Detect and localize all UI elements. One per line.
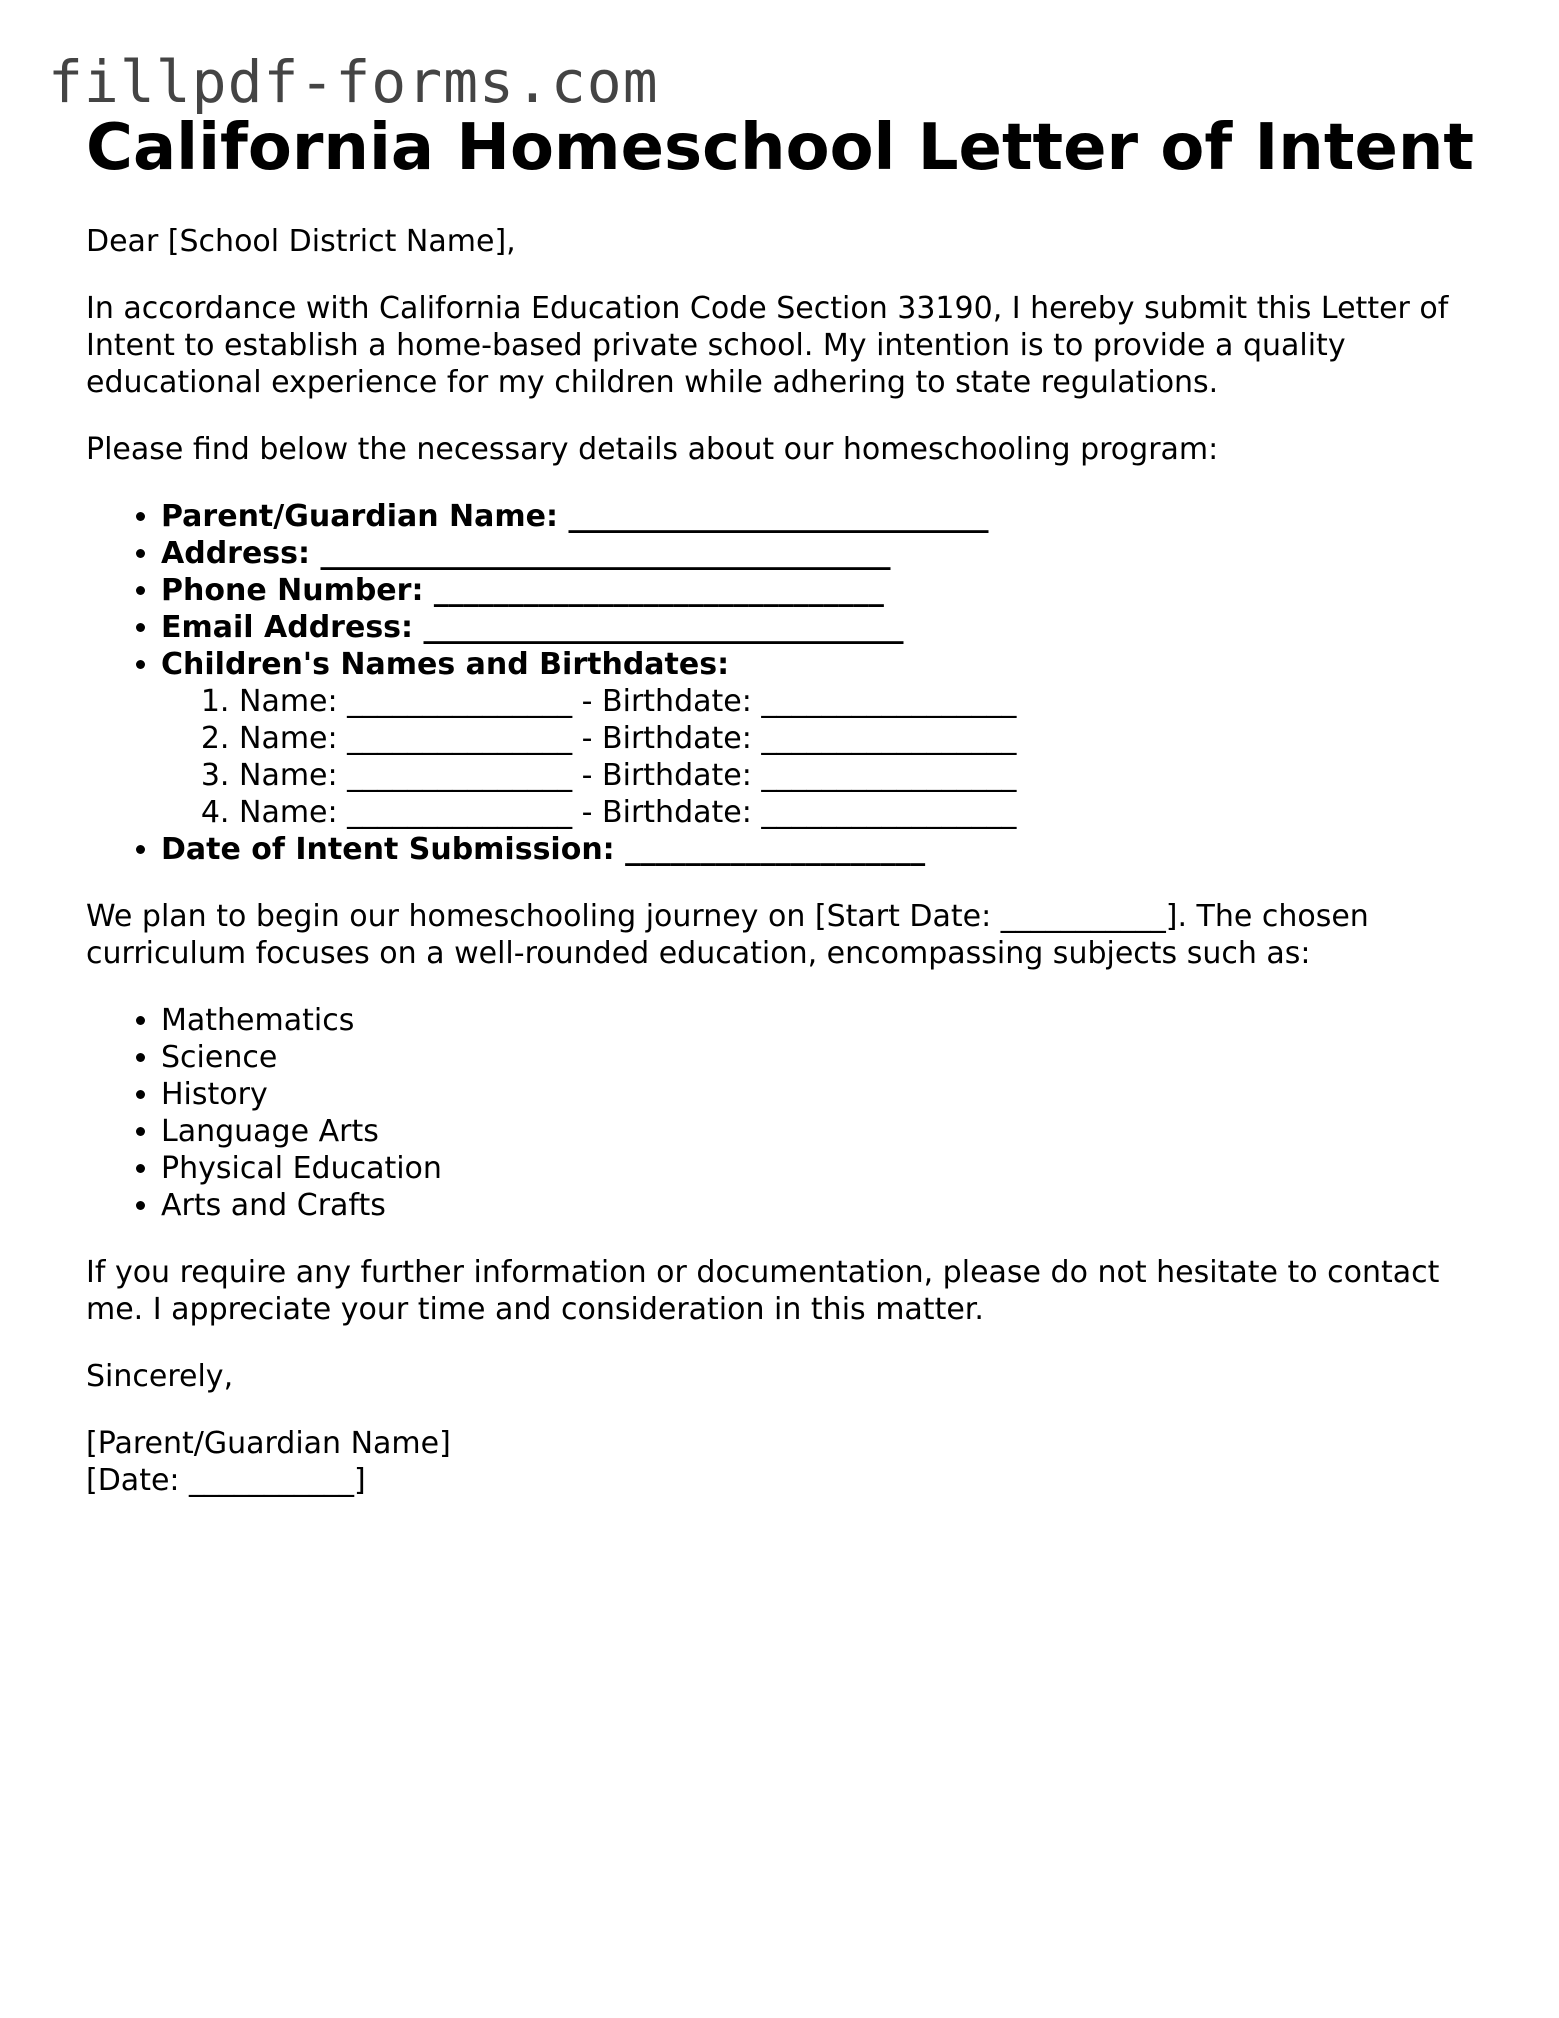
- closing-paragraph: If you require any further information or documentation, please do not hesitate to contact me. I appreciate your time and consideration in this matter.: [86, 1255, 1440, 1327]
- list-item-parent: [161, 498, 1486, 535]
- watermark: fillpdf-forms.com: [48, 48, 659, 116]
- list-item-phone: [161, 572, 1486, 609]
- subject-item: • History: [161, 1076, 1486, 1113]
- list-item-children: [161, 646, 1486, 831]
- email-label: Email Address:: [161, 610, 414, 645]
- letter-body: [86, 223, 1486, 1499]
- children-label: Children's Names and Birthdates:: [161, 647, 730, 682]
- subject-item: • Mathematics: [161, 1002, 1486, 1039]
- address-field[interactable]: ______________________________________: [320, 536, 891, 571]
- phone-field[interactable]: ______________________________: [433, 573, 884, 608]
- signature-block: [86, 1425, 1486, 1499]
- list-item-submission-date: [161, 831, 1486, 868]
- parent-name-label: Parent/Guardian Name:: [161, 499, 559, 534]
- start-paragraph: We plan to begin our homeschooling journey on [Start Date: ___________]. The chosen curriculum focuses on a well-rounded education, encompassing subjects such as:: [86, 899, 1369, 971]
- subject-item: • Language Arts: [161, 1113, 1486, 1150]
- child-entry[interactable]: 1. Name: _______________ - Birthdate: _________________: [239, 683, 1486, 720]
- phone-label: Phone Number:: [161, 573, 424, 608]
- list-item-email: [161, 609, 1486, 646]
- salutation: Dear [School District Name],: [86, 224, 516, 259]
- details-intro: Please find below the necessary details about our homeschooling program:: [86, 432, 1219, 467]
- subject-item: • Science: [161, 1039, 1486, 1076]
- subject-item: • Physical Education: [161, 1150, 1486, 1187]
- intro-paragraph: In accordance with California Education Code Section 33190, I hereby submit this Letter of Intent to establish a home-based private school. My intention is to provide a quality educational experience for my children while adhering to state regulations.: [86, 291, 1449, 400]
- address-label: Address:: [161, 536, 311, 571]
- page-title: California Homeschool Letter of Intent: [86, 111, 1474, 185]
- child-entry[interactable]: 2. Name: _______________ - Birthdate: _________________: [239, 720, 1486, 757]
- submission-date-field[interactable]: ____________________: [625, 832, 926, 867]
- document-page: [86, 105, 1486, 1499]
- subject-item: • Arts and Crafts: [161, 1187, 1486, 1224]
- children-list: [161, 683, 1486, 831]
- child-entry[interactable]: 3. Name: _______________ - Birthdate: _________________: [239, 757, 1486, 794]
- submission-date-label: Date of Intent Submission:: [161, 832, 615, 867]
- subjects-list: [86, 1002, 1486, 1224]
- signature-name: [Parent/Guardian Name]: [86, 1426, 451, 1461]
- details-list: [86, 498, 1486, 868]
- child-entry[interactable]: 4. Name: _______________ - Birthdate: _________________: [239, 794, 1486, 831]
- list-item-address: [161, 535, 1486, 572]
- sincerely: Sincerely,: [86, 1359, 234, 1394]
- email-field[interactable]: ________________________________: [423, 610, 904, 645]
- parent-name-field[interactable]: ____________________________: [568, 499, 989, 534]
- signature-date[interactable]: [Date: ___________]: [86, 1463, 366, 1498]
